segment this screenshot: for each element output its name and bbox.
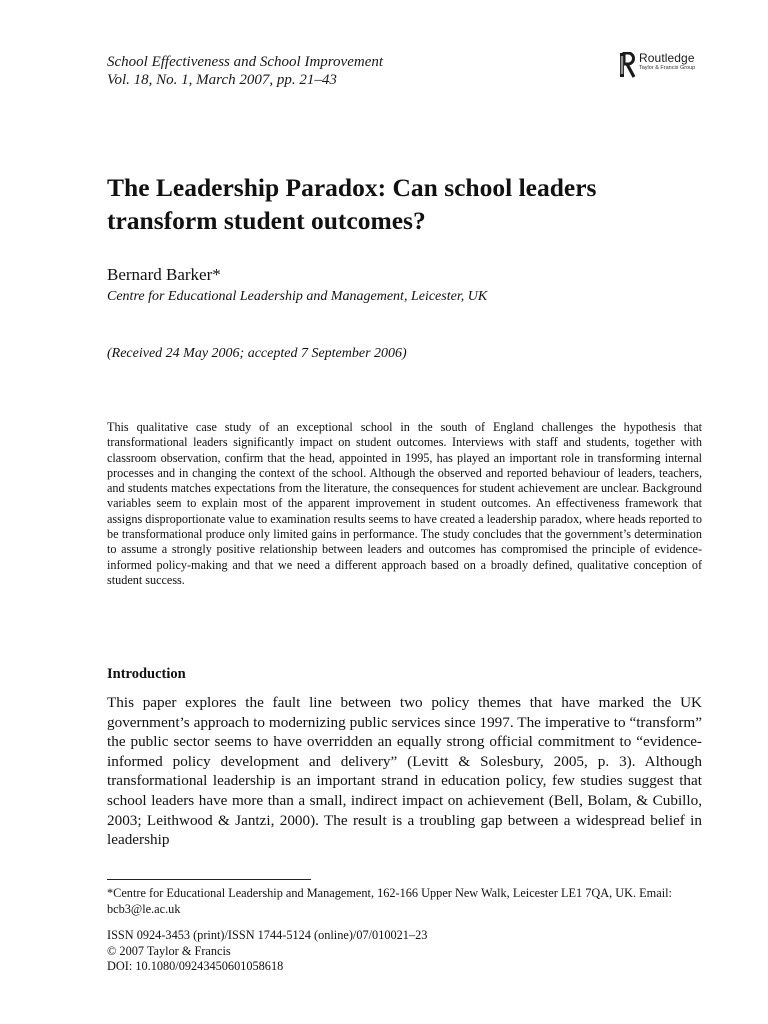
routledge-logo-icon xyxy=(619,52,635,78)
publication-info xyxy=(107,928,427,975)
journal-volume: Vol. 18, No. 1, March 2007, pp. 21–43 xyxy=(107,72,337,88)
article-author: Bernard Barker* xyxy=(107,265,221,284)
introduction-text: This paper explores the fault line between two policy themes that have marked the UK government’s approach to modernizing public services since 1997. The imperative to “transform” the public sector seems to have overridden an equally strong official commitment to “evidence-informed policy development and delivery” (Levitt & Solesbury, 2005, p. 3). Although transformational leadership is an important strand in education policy, few studies suggest that school leaders have more than a small, indirect impact on achievement (Bell, Bolam, & Cubillo, 2003; Leithwood & Jantzi, 2000). The result is a troubling gap between a widespread belief in leadership xyxy=(107,694,702,849)
author-footnote: *Centre for Educational Leadership and Management, 162-166 Upper New Walk, Leicester LE1 7QA, UK. Email: bcb3@le.ac.uk xyxy=(107,886,672,916)
journal-header xyxy=(107,53,383,89)
issn-line: ISSN 0924-3453 (print)/ISSN 1744-5124 (online)/07/010021–23 xyxy=(107,928,428,942)
publisher-name: Routledge xyxy=(639,51,695,65)
copyright-line: © 2007 Taylor & Francis xyxy=(107,943,231,958)
publisher-group: Taylor & Francis Group xyxy=(639,65,696,71)
received-dates: (Received 24 May 2006; accepted 7 September 2006) xyxy=(107,346,407,361)
article-title: The Leadership Paradox: Can school leaders transform student outcomes? xyxy=(107,173,597,235)
author-affiliation: Centre for Educational Leadership and Management, Leicester, UK xyxy=(107,289,488,304)
footnote-divider xyxy=(107,879,311,880)
journal-name: School Effectiveness and School Improvement xyxy=(107,54,384,70)
abstract-text: This qualitative case study of an exceptional school in the south of England challenges the hypothesis that transformational leaders significantly impact on student outcomes. Interviews with staff and students, together with classroom observation, confirm that the head, appointed in 1995, has played an important role in transforming internal processes and in changing the context of the school. Although the observed and reported behaviour of leaders, teachers, and students matches expectations from the literature, the consequences for student achievement are unclear. Background variables seem to explain most of the apparent improvement in student outcomes. An effectiveness framework that assigns disproportionate value to examination results seems to have created a leadership paradox, where heads reported to be transformational produce only limited gains in performance. The study concludes that the government’s determination to assume a strongly positive relationship between leaders and outcomes has compromised the principle of evidence-informed policy-making and that we need a different approach based on a broadly defined, qualitative conception of student success. xyxy=(107,420,702,587)
publisher-logo xyxy=(619,52,695,78)
introduction-heading: Introduction xyxy=(107,666,186,682)
doi-line: DOI: 10.1080/09243450601058618 xyxy=(107,959,284,973)
publisher-text xyxy=(639,52,695,72)
